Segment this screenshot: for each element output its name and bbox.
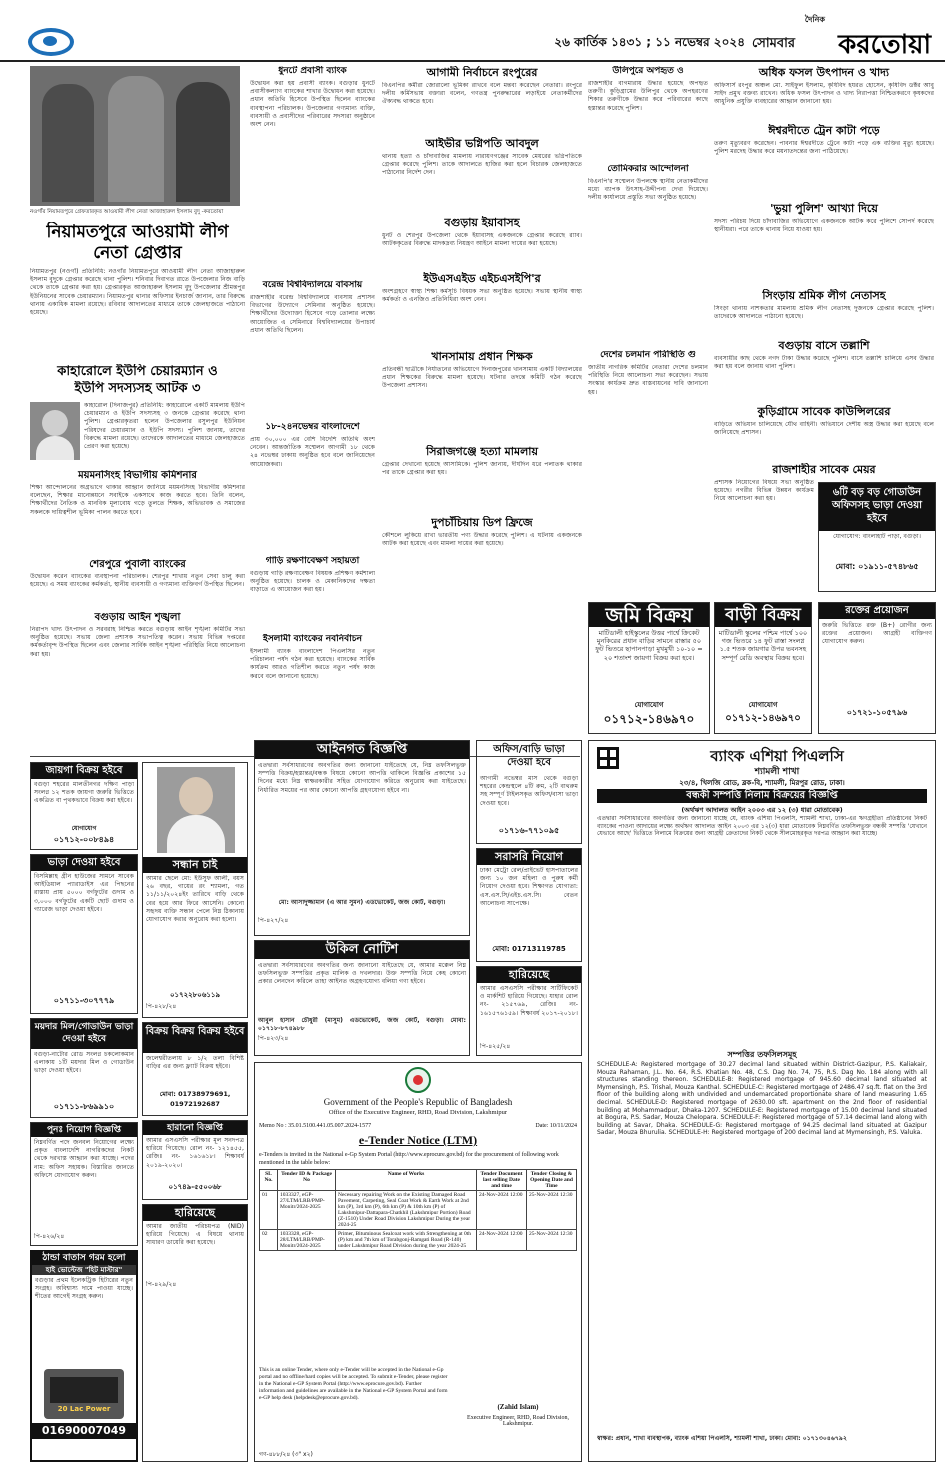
tender-table	[259, 1169, 577, 1251]
issue-day: সোমবার	[751, 36, 795, 51]
lead-photo	[30, 66, 240, 206]
schedule-title: সম্পত্তির তফসিলসমূহ	[727, 1050, 797, 1059]
bank-asia-name: ব্যাংক এশিয়া পিএলসি	[710, 747, 844, 765]
heater-ad-title: ঠান্ডা বাতাস গরম হলো	[32, 1252, 136, 1265]
lost-code: পি-৪২৫/২৪	[480, 1043, 511, 1050]
col2-story2-body: রাজশাহীর বরেন্দ্র বিশ্ববিদ্যালয়ে ব্যবসায় প্রশাসন বিভাগের উদ্যোগে সেমিনার অনুষ্ঠিত হয়েছে। শিক্ষার্থীদের উদ্যোক্তা হিসেবে গড়ে তোলার লক্ষ্যে আয়োজিত এ সেমিনারে বিশ্ববিদ্যালয়ের উপাচার্য প্রধান অতিথি ছিলেন।	[250, 294, 375, 334]
rent-2-phone: ০১৭১১-৩০৭৭৭৯	[53, 996, 115, 1005]
col3-story3-headline: বগুড়ায় ইয়াবাসহ	[444, 216, 520, 229]
story2-headline-line1: কাহারোলে ইউপি চেয়ারম্যান ও	[57, 364, 218, 379]
col5-story1-headline: অধিক ফসল উৎপাদন ও খাদ্য	[758, 66, 890, 79]
heater-ad-phone: 01690007049	[32, 1423, 136, 1439]
flat-sale-body: জলেশ্বরীতলায় ৮ ১/২ তলা বিশিষ্ট বাড়ির এর জন্য ফ্ল্যাট বিক্রয় হইবে।	[146, 1055, 244, 1071]
story2-headline-line2: ইউপি সদস্যসহ আটক ৩	[74, 381, 201, 396]
lost-title: হারিয়েছে	[477, 967, 581, 983]
mill-rent-title: ময়দার মিল/গোডাউন ভাড়া দেওয়া হইবে	[31, 1019, 137, 1049]
bank-asia-notice	[588, 740, 936, 1462]
lawyer-notice-code: পি-৪২৩/২৪	[258, 1035, 289, 1042]
blood-ad	[818, 602, 936, 734]
col5-story3-headline: 'ভুয়া পুলিশ' আখ্যা দিয়ে	[770, 202, 878, 215]
tender-header: Name of Works	[336, 1170, 477, 1191]
bank-asia-address: ২৩/৪, খিলজি রোড, ব্লক-বি, শ্যামলী, মিরপুর রোড, ঢাকা।	[679, 779, 845, 787]
col4-story2-body: বিএনপি'র সম্মেলন উপলক্ষে স্থানীয় নেতাকর্মীদের মধ্যে ব্যাপক উৎসাহ-উদ্দীপনা দেখা দিয়েছে। দলীয় কার্যালয়ে প্রস্তুতি সভা অনুষ্ঠিত হয়েছে।	[588, 178, 708, 202]
godown-ad-phone: মোবা: ০১৯১১-৫৭৪৮৬৫	[835, 562, 919, 571]
house-sale-phone: ০১৭১২-১৪৬৯৭০	[725, 713, 801, 724]
office-rent-phone: ০১৭১৬-৭৭১০৯৫	[498, 826, 560, 835]
lost-2-body: আমার এসএসসি পরীক্ষার মূল সনদপত্র হারিয়ে গিয়েছে। রোল নং- ১২১৪৫৫, রেজিঃ নং- ১৬১৬১৮। শিক্ষাবর্ষ ২০১৯-২০২০।	[146, 1137, 244, 1169]
legal-notice-ad	[254, 740, 470, 936]
col5-story5-body: ব্যবসায়ীর কাছ থেকে নগদ টাকা উদ্ধার করেছে পুলিশ। বাসে তল্লাশি চালিয়ে এসব উদ্ধার করা হয় বলে জানায় থানা পুলিশ।	[714, 355, 934, 371]
bank-asia-logo-icon	[597, 747, 619, 769]
mill-rent-body: বগুড়া-নাটোর রোড সংলগ্ন চকলোকমান এলাকায় ১টি ময়দার মিল ও গোডাউন ভাড়া দেওয়া হইবে।	[34, 1051, 134, 1075]
land-sale-2-body: বগুড়া শহরের মালতীনগর দক্ষিণ পাড়া সংলগ্ন ১২ শতক জায়গা জরুরি ভিত্তিতে একত্রিত বা পৃথকভাবে বিক্রয় করা হইবে।	[34, 781, 134, 805]
lead-photo-caption: নওগাঁর নিয়ামতপুরে গ্রেফতারকৃত আওয়ামী লীগ নেতা আজাহারুল ইসলাম বুদু -করতোয়া	[30, 209, 224, 215]
col2-story5-headline: ইসলামী ব্যাংকের নবনির্বাচন	[263, 634, 362, 644]
missing-person-photo	[157, 767, 235, 853]
legal-notice-code: পি-৪২৭/২৪	[258, 917, 289, 924]
schedule-body: SCHEDULE-A: Registered mortgage of 30.27 decimal land situated within District-Gazipur, P.S. Kaliakair, Mouza Rahaman, J.L. No. 64, R.S. Khatian No. 48, C.S. Dag No. 74, 75, R.S. Dag No. 184 along with all structures standing thereon. SCHEDULE-B: Registered mortgage of 945.60 decimal land situated at Mymensingh, P.S. Trishal, Mouza Kanthal. SCHEDULE-C: Registered mortgage of 2486.47 sq.ft. flat on the 3rd floor of the building along with undivided and undemarcated proportionate share of land measuring 1.65 decimal. SCHEDULE-D: Registered mortgage of 2630.00 sft. apartment on the 2nd floor of residential building at Mohammadpur, Dhaka-1207. SCHEDULE-E: Registered mortgage of 15.00 decimal land situated at Bogura, P.S. Sadar, Mouza Chelopara. SCHEDULE-F: Registered mortgage of 57.14 decimal land along with building at Savar, Dhaka. SCHEDULE-G: Registered mortgage of 94.25 decimal land situated at Gazipur Sadar, Mouza Bhurulia. SCHEDULE-H: Registered mortgage of 200 decimal land at Mymensingh, P.S. Valuka.	[597, 1061, 927, 1137]
col3-story1-headline: আগামী নির্বাচনে রংপুরের	[426, 66, 538, 79]
tender-cell: Primer, Bituminous Sealcoat work with Strengthening at 0th (P) km and 7th km of Torabgonj-Ramgati Road (R-140) under Lakshmipur Road Division during the year 2024-25	[336, 1230, 477, 1251]
lawyer-notice-ad	[254, 940, 470, 1056]
story3-headline: ময়মনসিংহ বিভাগীয় কমিশনার	[78, 470, 197, 481]
lost-2-phone: ০১৭৪৯-৫৫০০৬৮	[168, 1183, 222, 1191]
land-sale-label: যোগাযোগ	[634, 701, 664, 709]
col5-story5-headline: বগুড়ায় বাসে তল্লাশি	[778, 339, 870, 352]
land-sale-2-label: যোগাযোগ	[71, 825, 97, 832]
heater-ad	[30, 1250, 138, 1462]
newspaper-logo-icon	[28, 28, 74, 56]
col5-story7-body: প্রশাসক নিয়োগের বিষয়ে সভা অনুষ্ঠিত হয়েছে। নগরীর বিভিন্ন উন্নয়ন কার্যক্রম নিয়ে আলোচনা করা হয়।	[714, 479, 814, 503]
tender-office: Office of the Executive Engineer, RHD, Road Division, Lakshmipur	[328, 1109, 508, 1116]
tender-cell: 1033328, eGP-28/LTM/LRB/PMP-Monitr/2024-2025	[278, 1230, 336, 1251]
tender-header: Tender Document last selling Date and time	[477, 1170, 527, 1191]
lawyer-notice-title: উকিল নোটিশ	[255, 941, 469, 959]
reappoint-ad	[30, 1122, 138, 1246]
lead-body: নিয়ামতপুর (নওগাঁ) প্রতিনিধি: নওগাঁর নিয়ামতপুরে আওয়ামী লীগ নেতা আজাহারুল ইসলাম বুদুকে গ্রেপ্তার করেছে থানা পুলিশ। শনিবার দিবাগত রাতে উপজেলার নিজ বাড়ি থেকে তাকে গ্রেপ্তার করা হয়। গ্রেপ্তারকৃত আজাহারুল ইসলাম বুদু উপজেলার শ্রীমন্তপুর ইউনিয়নের সাবেক চেয়ারম্যান। নিয়ামতপুর থানার অফিসার ইনচার্জ জানান, তার বিরুদ্ধে থানায় একাধিক মামলা রয়েছে। রবিবার আদালতের মাধ্যমে তাকে জেলহাজতে পাঠানো হয়েছে।	[30, 268, 245, 317]
tender-cell: 24-Nov-2024 12:00	[477, 1191, 527, 1230]
col4-story1-headline: উলিপুরে অপহৃত ও	[612, 66, 684, 76]
office-rent-ad	[476, 740, 582, 844]
legal-notice-body: এতদ্বারা সর্বসাধারণের অবগতির জন্য জানানো যাইতেছে যে, নিম্ন তফসিলভুক্ত সম্পত্তি বিক্রয়/হস্তান্তর/বন্ধক বিষয়ে কোনো আপত্তি থাকিলে বিজ্ঞপ্তি প্রকাশের ১৫ দিনের মধ্যে নিম্ন স্বাক্ষরকারীর সহিত যোগাযোগ করিতে অনুরোধ করা যাইতেছে। নির্ধারিত সময়ের পর আর কোনো আপত্তি গ্রহণযোগ্য হইবে না।	[258, 762, 466, 794]
mill-rent-phone: ০১৭১১-৮৬৯৯১০	[53, 1102, 115, 1111]
rent-2-body: বিসমিল্লাহ গ্রীন হাউজের সামনে সাবেক আইডিয়াল প্যারাডাইস এর পিছনের রাস্তায় প্রায় ৫০০০ বর্গফুটের গুদাম ও ৩,০০০ বর্গফুটের একটি ছোট গুদাম ও গ্যারেজ ভাড়া দেওয়া হইবে।	[34, 873, 134, 913]
story4-headline: শেরপুরে পুবালী ব্যাংকের	[89, 559, 186, 570]
col4-story2-headline: তোমিকরার আন্দোলনা	[607, 164, 689, 174]
tender-code: গণ-৪৮৮/২৪ (৩" x২)	[259, 1451, 313, 1458]
lost-3-ad	[142, 1204, 248, 1462]
col2-story4-headline: গাড়ি রক্ষণাবেক্ষণ সহায়তা	[265, 556, 360, 566]
heater-ad-subtitle: হাই ভোল্টেজ "হিট মাস্টার"	[32, 1265, 136, 1275]
bank-notice-title: বন্ধকী সম্পত্তি নিলাম বিক্রয়ের বিজ্ঞপ্তি	[597, 789, 927, 803]
col2-story5-body: ইসলামী ব্যাংক বাংলাদেশ পিএলসির নতুন পরিচালনা পর্ষদ গঠন করা হয়েছে। ব্যাংকের সার্বিক কার্যক্রম আরও গতিশীল করতে নতুন পর্ষদ কাজ করবে বলে জানানো হয়েছে।	[250, 648, 375, 680]
col3-story3-body: ধুনট ও শেরপুর উপজেলা থেকে ইয়াবাসহ একজনকে গ্রেপ্তার করেছে র‍্যাব। আটককৃতের বিরুদ্ধে মাদকদ্রব্য নিয়ন্ত্রণ আইনে মামলা দায়ের করা হয়েছে।	[382, 232, 582, 248]
reappoint-code: পি-৪২৬/২৪	[34, 1233, 65, 1240]
col3-story2-headline: আইভীর ভগ্নিপতি আবদুল	[425, 137, 539, 150]
office-rent-body: আগামী নভেম্বর মাস থেকে বগুড়া শহরের কেন্দ্রস্থলে ৪টি রুম, ২টি বাথরুম সহ সম্পূর্ণ টাইলসকৃত অফিস/বাসা ভাড়া দেওয়া হবে।	[480, 775, 578, 807]
legal-notice-title: আইনগত বিজ্ঞপ্তি	[255, 741, 469, 759]
recruit-title: সরাসরি নিয়োগ	[477, 849, 581, 865]
lost-2-ad	[142, 1120, 248, 1200]
tender-cell: 1033327, eGP-27/LTM/LRB/PMP-Monitr/2024-2025	[278, 1191, 336, 1230]
col5-story4-body: সিংড়া থানায় নাশকতার মামলায় শ্রমিক লীগ নেতাসহ দুজনকে গ্রেপ্তার করেছে পুলিশ। তাদেরকে আদালতে পাঠানো হয়েছে।	[714, 305, 934, 321]
masthead	[0, 0, 945, 62]
lead-headline-line1: নিয়ামতপুরে আওয়ামী লীগ	[46, 222, 229, 242]
col4-story3-headline: দেশের চলমান পরিস্থিতি গু	[600, 350, 696, 360]
tender-cell: 01	[260, 1191, 278, 1230]
land-sale-ad	[588, 602, 710, 734]
mill-rent-ad	[30, 1018, 138, 1118]
lost-2-title: হারানো বিজ্ঞপ্তি	[143, 1121, 247, 1135]
lawyer-notice-sign: আবুল হাসান চৌধুরী (মাসুম) এডভোকেট, জজ কোর্ট, বগুড়া। মোবা: ০১৭১৮-৮৭৪৯৮৮	[258, 1017, 466, 1033]
reappoint-body: নিম্নবর্ণিত পদে জনবল নিয়োগের লক্ষ্যে প্রকৃত বাংলাদেশি নাগরিকদের নিকট থেকে দরখাস্ত আহ্বান করা যাচ্ছে। পদের নাম: অফিস সহায়ক। বিস্তারিত জানতে অফিসে যোগাযোগ করুন।	[34, 1139, 134, 1179]
tender-sign-title: Executive Engineer, RHD, Road Division, Lakshmipur.	[467, 1415, 569, 1427]
col3-story7-body: কৌশলে লুকিয়ে রাখা ভারতীয় পণ্য উদ্ধার করেছে পুলিশ। এ ঘটনায় একজনকে আটক করা হয়েছে এবং মামলা দায়ের করা হয়েছে।	[382, 532, 582, 548]
col3-story1-body: বিএনপির কর্মীরা জোরালো ভূমিকা রাখবে বলে মন্তব্য করেছেন নেতারা। রংপুরে দলীয় কর্মিসভায় বক্তারা বলেন, গণতন্ত্র পুনরুদ্ধারের লড়াইয়ে নেতাকর্মীদের ঐক্যবদ্ধ থাকতে হবে।	[382, 82, 582, 106]
bank-notice-footer: স্বাক্ষর: প্রধান, শাখা ব্যবস্থাপক, ব্যাংক এশিয়া পিএলসি, শ্যামলী শাখা, ঢাকা। মোবা: ০১৭১৩০৪৬৭৯২	[597, 1435, 847, 1442]
bank-asia-branch: শ্যামলী শাখা	[754, 767, 800, 777]
lost-3-code: পি-৪২৯/২৪	[146, 1281, 177, 1288]
missing-person-code: পি-৪২৮/২৪	[146, 1003, 177, 1010]
rent-2-ad	[30, 854, 138, 1014]
col3-story4-body: অংশগ্রহণে স্বাস্থ্য শিক্ষা কর্মসূচি বিষয়ক সভা অনুষ্ঠিত হয়েছে। সভায় স্থানীয় স্বাস্থ্য কর্মকর্তা ও এনজিও প্রতিনিধিরা অংশ নেন।	[382, 288, 582, 304]
masthead-title: করতোয়া	[838, 30, 931, 60]
col5-story3-body: সদস্য পরিচয় দিয়ে চাঁদাবাজির অভিযোগে একজনকে আটক করে পুলিশে সোপর্দ করেছে স্থানীয়রা। পরে তাকে থানায় নিয়ে যাওয়া হয়।	[714, 218, 934, 234]
col5-story7-headline: রাজশাহীর সাবেক মেয়র	[772, 463, 876, 476]
story4-body: উদ্বোধন করেন ব্যাংকের ব্যবস্থাপনা পরিচালক। শেরপুর শাখায় নতুন সেবা চালু করা হয়েছে। এ সময় ব্যাংকের কর্মকর্তা, স্থানীয় ব্যবসায়ী ও গণ্যমান্য ব্যক্তিবর্গ উপস্থিত ছিলেন।	[30, 573, 245, 589]
land-sale-2-title: জায়গা বিক্রয় হইবে	[31, 763, 137, 779]
col4-story1-body: রাজশাহীর বাগমারায় উদ্ধার হয়েছে অপহৃত তরুণী। কুড়িগ্রামের উলিপুর থেকে অপহরণের শিকার তরুণীকে উদ্ধার করে পরিবারের কাছে হস্তান্তর করেছে পুলিশ।	[588, 80, 708, 112]
heater-ad-body: বগুড়ার প্রথম ইলেকট্রিক হিটারের নতুন সংগ্রহ। অবিশ্বাস্য দামে পাওয়া যাচ্ছে। শীতের আগেই সংগ্রহ করুন।	[35, 1277, 133, 1301]
tender-header: Tender Closing & Opening Date and Time	[527, 1170, 577, 1191]
tender-cell: 02	[260, 1230, 278, 1251]
col2-story4-body: বগুড়ায় গাড়ি রক্ষণাবেক্ষণ বিষয়ক প্রশিক্ষণ কর্মশালা অনুষ্ঠিত হয়েছে। চালক ও মেকানিকদের দক্ষতা বাড়াতে এ আয়োজন করা হয়।	[250, 570, 375, 594]
tender-memo: Memo No : 35.01.5100.441.05.007.2024-1577	[259, 1123, 372, 1129]
col5-story2-body: তরুণ মৃত্যুবরণ করেছেন। পাবনার ঈশ্বরদীতে ট্রেনে কাটা পড়ে এক ব্যক্তির মৃত্যু হয়েছে। পুলিশ মরদেহ উদ্ধার করে ময়নাতদন্তের জন্য পাঠিয়েছে।	[714, 140, 934, 156]
govt-emblem-icon	[405, 1067, 431, 1093]
story5-headline: বগুড়ায় আইন শৃঙ্খলা	[94, 612, 181, 623]
lead-headline-line2: নেতা গ্রেপ্তার	[93, 243, 182, 263]
missing-person-ad	[142, 762, 248, 1018]
blood-ad-phone: ০১৭২১-১০৫৭৯৬	[846, 708, 908, 717]
godown-ad-body: যোগাযোগ: বাংলাহাট পাড়া, বগুড়া।	[833, 533, 921, 540]
col3-story5-headline: খানসামায় প্রধান শিক্ষক	[431, 350, 533, 363]
tender-govt: Government of the People's Republic of Bangladesh	[323, 1097, 513, 1107]
table-row	[260, 1230, 577, 1251]
godown-ad	[818, 482, 936, 592]
land-sale-2-phone: ০১৭১২-০০৮৪৯৪	[53, 835, 115, 844]
tender-sign-name: (Zahid Islam)	[497, 1403, 539, 1411]
col2-story3-body: প্রায় ৩০,০০০ এর বেশি বিদেশি অতিথি অংশ নেবেন। আন্তর্জাতিক সম্মেলন আগামী ১৮ থেকে ২৪ নভেম্বর ঢাকায় অনুষ্ঠিত হবে বলে জানিয়েছেন আয়োজকরা।	[250, 436, 375, 468]
house-sale-ad	[714, 602, 812, 734]
lost-body: আমার এসএসসি পরীক্ষার সার্টিফিকেট ও মার্কশিট হারিয়ে গিয়েছে। যাহার রোল নং- ২১৫৭৬৯, রেজিঃ নং- ১৬১৫৭৬১৫৯। শিক্ষাবর্ষ ২০১৭-২০১৮।	[480, 985, 579, 1017]
heater-ad-badge: 20 Lac Power	[57, 1405, 111, 1413]
col2-story2-headline: বরেন্দ্র বিশ্ববিদ্যালয়ে বাবসায়	[262, 280, 363, 290]
bank-notice-subtitle: (অর্থঋণ আদালত আইন ২০০৩ এর ১২ (৩) ধারা মোতাবেক)	[681, 806, 843, 814]
col4-story3-body: জাতীয় নাগরিক কমিটির নেতারা দেশের চলমান পরিস্থিতি নিয়ে আলোচনা সভা করেছেন। সভায় সংস্কার কার্যক্রম দ্রুত বাস্তবায়নের দাবি জানানো হয়।	[588, 364, 708, 396]
land-sale-phone: ০১৭১২-১৪৬৯৭০	[603, 712, 695, 726]
masthead-subtitle: দৈনিক	[804, 15, 825, 24]
recruit-ad	[476, 848, 582, 962]
col2-story1-body: উদ্বোধন করা হয় প্রবাসী ব্যাংক। বগুড়ার ধুনটে প্রবাসীকল্যাণ ব্যাংকের শাখার উদ্বোধন করা হয়েছে। প্রধান অতিথি হিসেবে উপস্থিত ছিলেন ব্যাংকের ব্যবস্থাপনা পরিচালক। উপজেলার গণ্যমান্য ব্যক্তি, ব্যবসায়ী ও প্রবাসীদের পরিবারের সদস্যরা অনুষ্ঠানে অংশ নেন।	[250, 80, 375, 129]
col3-story2-body: থানায় হত্যা ও চাঁদাবাজির মামলায় নারায়ণগঞ্জের সাবেক মেয়রের ভগ্নিপতিকে গ্রেপ্তার করেছে পুলিশ। তাকে আদালতে হাজির করা হলে বিচারক জেলহাজতে পাঠানোর নির্দেশ দেন।	[382, 153, 582, 177]
land-sale-2-ad	[30, 762, 138, 850]
lawyer-notice-body: এতদ্বারা সর্বসাধারণের অবগতির জন্য জানানো যাইতেছে যে, আমার মক্কেল নিম্ন তফসিলভুক্ত সম্পত্তির প্রকৃত মালিক ও দখলদার। উক্ত সম্পত্তি নিয়ে কেহ কোনো প্রকার লেনদেন করিলে তাহা আইনত অগ্রহণযোগ্য বলিয়া গণ্য হইবে।	[258, 962, 466, 986]
missing-person-body: আমার ছেলে মো: ইউসুফ আলী, বয়স ২৬ বছর, গায়ের রং শ্যামলা, গত ১১/১১/২০২৪ইং তারিখে বাড়ি থেকে বের হয়ে আর ফিরে আসেনি। কোনো সহৃদয় ব্যক্তি সন্ধান পেলে নিম্ন ঠিকানায় যোগাযোগ করার অনুরোধ করা হলো।	[146, 875, 244, 924]
table-row	[260, 1191, 577, 1230]
tender-date: Date: 10/11/2024	[535, 1123, 577, 1129]
tender-cell: Necessary repairing Work on the Existing Damaged Road Pavement, Carpeting, Seal Coat Work & Earth Work at 2nd km (P), 3rd km (P), 6th km (P) & 10th km (P) of Lakshmipur-Dattapara-Chatkhil (Lakshmipur Portion) Road (Z-1510) Under Road Division Lakshmipur During the year 2024-25	[336, 1191, 477, 1230]
flat-sale-phone: মোবা: 01738979691, 01972192687	[159, 1090, 231, 1108]
legal-notice-sign: মো: আসাদুজ্জামান (এ আর সুমন) এডভোকেট, জজ কোর্ট, বগুড়া।	[278, 899, 446, 906]
office-rent-title: অফিস/বাড়ি ভাড়া দেওয়া হবে	[493, 744, 565, 768]
godown-ad-title: ৬টি বড় বড় গোডাউন অফিসসহ ভাড়া দেওয়া হইবে	[819, 483, 935, 531]
story2-body: কাহারোল (দিনাজপুর) প্রতিনিধি: কাহারোলে একটি মামলায় ইউপি চেয়ারম্যান ও ইউপি সদস্যসহ ৩ জনকে গ্রেপ্তার করেছে থানা পুলিশ। গ্রেপ্তারকৃতরা হলেন উপজেলার রসুলপুর ইউনিয়ন পরিষদের চেয়ারম্যান ও ইউপি সদস্য। পুলিশ জানায়, তাদের বিরুদ্ধে মামলা রয়েছে। তাদেরকে আদালতের মাধ্যমে জেলহাজতে প্রেরণ করা হয়েছে।	[84, 402, 245, 451]
missing-person-title: সন্ধান চাই	[143, 857, 247, 873]
house-sale-label: যোগাযোগ	[748, 701, 778, 709]
col3-story6-headline: সিরাজগঞ্জে হত্যা মামলায়	[426, 445, 538, 458]
flat-sale-title: বিক্রয় বিক্রয় বিক্রয় হইবে	[143, 1023, 247, 1053]
recruit-phone: মোবা: 01713119785	[492, 945, 566, 953]
col5-story6-headline: কুড়িগ্রামে সাবেক কাউন্সিলরের	[757, 405, 891, 418]
tender-title: e-Tender Notice (LTM)	[358, 1133, 478, 1147]
col3-story6-body: গ্রেপ্তার দেখানো হয়েছে আসামিকে। পুলিশ জানায়, দীর্ঘদিন ধরে পলাতক থাকার পর তাকে গ্রেপ্তার করা হয়।	[382, 461, 582, 477]
col3-story5-body: প্রতিবন্ধী ছাত্রীকে নির্যাতনের অভিযোগে দিনাজপুরের খানসামায় একটি বিদ্যালয়ের প্রধান শিক্ষকের বিরুদ্ধে মামলা হয়েছে। ঘটনার তদন্তে কমিটি গঠন করেছে উপজেলা প্রশাসন।	[382, 366, 582, 390]
col3-story4-headline: ইউএসএইড এইচএসইপি'র	[423, 272, 541, 285]
heater-product-image	[44, 1369, 124, 1419]
col5-story2-headline: ঈশ্বরদীতে ট্রেন কাটা পড়ে	[768, 124, 880, 137]
land-sale-body: মাটিডালী হাইস্কুলের উত্তর পার্শ্বে ক্রিকেট মুনকিরের প্রধান বাড়ির সামনে রাস্তার ৫০ ফুট ভিতরে ছাপানপাড়া মুখমুখী ১০-১০ = ২০ শতাংশ জায়গা বিক্রয় করা হবে।	[595, 629, 703, 662]
house-sale-body: মাটিডালী স্কুলের পশ্চিম পার্শ্বে ১০০ গজ ভিতরে ১৪ ফুট রাস্তা সংলগ্ন ১.৫ শতক জায়গার উপর ভবনসহ সম্পূর্ণ রেডি অবস্থায় বিক্রয় হবে।	[718, 629, 808, 662]
tender-cell: 25-Nov-2024 12:30	[527, 1191, 577, 1230]
col5-story4-headline: সিংড়ায় শ্রমিক লীগ নেতাসহ	[762, 289, 886, 302]
col5-story1-body: অফিসার্স রংপুর অঞ্চল মো. সাইফুল ইসলাম, কৃষিবিদ হযরত হোসেন, কৃষিবিদ ডক্টর আবু সাইদ প্রমুখ বক্তব্য রাখেন। অধিক ফসল উৎপাদন ও খাদ্য নিরাপত্তা নিশ্চিতকরণে কৃষকদের আধুনিক প্রযুক্তি ব্যবহারের আহ্বান জানানো হয়।	[714, 82, 934, 106]
col5-story6-body: বাড়িতে অভিযান চালিয়েছে যৌথ বাহিনী। অভিযানে দেশীয় অস্ত্র উদ্ধার করা হয়েছে বলে জানিয়েছে প্রশাসন।	[714, 421, 934, 437]
lost-3-title: হারিয়েছে	[143, 1205, 247, 1221]
blood-ad-body: জরুরি ভিত্তিতে রক্ত (B+) রোগীর জন্য রক্তের প্রয়োজন। আগ্রহী ব্যক্তিগণ যোগাযোগ করুন।	[822, 622, 932, 646]
tender-footer: This is an online Tender, where only e-Tender will be accepted in the National e-Gp portal and no offline/hard copies will be accepted. To submit e-Tender, please register in the National e-GP System Portal (http://www.eprocure.gov.bd). Further information and guidelines are available in the National e-GP System Portal and form e-GP help desk (helpdesk@eprocure.gov.bd).	[259, 1367, 448, 1401]
story2-photo	[30, 402, 80, 460]
tender-header: SL No.	[260, 1170, 278, 1191]
tender-notice	[254, 1062, 582, 1462]
house-sale-title: বাড়ী বিক্রয়	[715, 603, 811, 627]
rent-2-title: ভাড়া দেওয়া হইবে	[31, 855, 137, 871]
recruit-body: ঢাকা মেট্রো রেল/প্রাইভেট হাসপাতালের জন্য ১০ জন মহিলা ও পুরুষ কর্মী নিয়োগ দেওয়া হবে। শিক্ষাগত যোগ্যতা: এস.এস.সি/এইচ.এস.সি। বেতন আলোচনা সাপেক্ষে।	[480, 867, 578, 907]
flat-sale-ad	[142, 1022, 248, 1116]
col2-story1-headline: ধুনটে প্রবাসী ব্যাংক	[278, 66, 347, 76]
tender-cell: 24-Nov-2024 12:00	[477, 1230, 527, 1251]
reappoint-title: পুনঃ নিয়োগ বিজ্ঞপ্তি	[31, 1123, 137, 1137]
story5-body: নিরাপদ খাদ্য উৎপাদন ও সরবরাহ নিশ্চিত করতে বগুড়ায় আইন শৃঙ্খলা কমিটির সভা অনুষ্ঠিত হয়েছে। সভায় জেলা প্রশাসক সভাপতিত্ব করেন। সভায় বিভিন্ন দপ্তরের কর্মকর্তাবৃন্দ উপস্থিত ছিলেন এবং জেলার সার্বিক আইন শৃঙ্খলা পরিস্থিতি নিয়ে আলোচনা করা হয়।	[30, 626, 245, 658]
missing-person-phone: ০১৭২২৮০৬১১৯	[169, 991, 221, 999]
blood-ad-title: রক্তের প্রয়োজন	[819, 603, 935, 619]
tender-header: Tender ID & Package No	[278, 1170, 336, 1191]
lost-ad	[476, 966, 582, 1056]
issue-date: ২৬ কার্তিক ১৪৩১ ; ১১ নভেম্বর ২০২৪	[554, 35, 745, 49]
story3-body: শিক্ষা আন্দোলনের অগ্রভাগে থাকার আহ্বান জানিয়ে ময়মনসিংহ বিভাগীয় কমিশনার বলেছেন, শিক্ষার মানোন্নয়নে সবাইকে একসাথে কাজ করতে হবে। তিনি বলেন, শিক্ষার্থীদের নৈতিক ও মানবিক মূল্যবোধ গড়ে তুলতে শিক্ষক, অভিভাবক ও সমাজের সকলকে দায়িত্বশীল ভূমিকা পালন করতে হবে।	[30, 484, 245, 516]
tender-intro: e-Tenders is invited in the National e-Gp System Portal (http://www.eprocure.gov.bd) for the procurement of following work mentioned in the table below:	[259, 1152, 559, 1166]
col3-story7-headline: দুপচাঁচিয়ায় ডিপ ফ্রিজে	[431, 516, 533, 529]
tender-cell: 25-Nov-2024 12:30	[527, 1230, 577, 1251]
lost-3-body: আমার জাতীয় পরিচয়পত্র (NID) হারিয়ে গিয়েছে। এ বিষয়ে থানায় সাধারণ ডায়েরি করা হয়েছে।	[146, 1223, 244, 1247]
land-sale-title: জমি বিক্রয়	[589, 603, 709, 627]
col2-story3-headline: ১৮-২৪নভেম্বর বাংলাদেশে	[265, 422, 360, 432]
bank-notice-body: এতদ্বারা সর্বসাধারণের অবগতির জন্য জানানো যাচ্ছে যে, ব্যাংক এশিয়া পিএলসি, শ্যামলী শাখা, ঢাকা-এর ঋণগ্রহীতা প্রতিষ্ঠানের নিকট ব্যাংকের পাওনা আদায়ের লক্ষ্যে অর্থঋণ আদালত আইন ২০০৩ এর ১২(৩) ধারা মোতাবেক নিম্নবর্ণিত তফসিলভুক্ত বন্ধকী সম্পত্তি 'যেখানে যেভাবে আছে' ভিত্তিতে নিলামে বিক্রয়ের জন্য আগ্রহী ক্রেতাদের নিকট থেকে সীলমোহরকৃত দরপত্র আহ্বান করা যাচ্ছে।	[597, 815, 927, 838]
